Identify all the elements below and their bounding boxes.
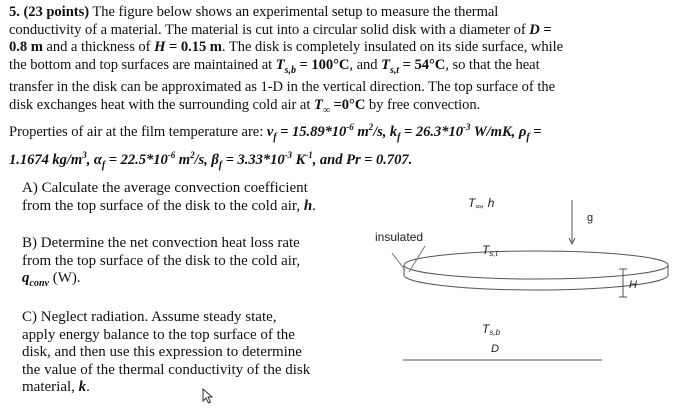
text: /s, k — [373, 124, 398, 141]
diameter-symbol: D — [529, 21, 540, 38]
text: 2 — [368, 122, 374, 133]
disk-top-surface — [404, 251, 668, 279]
tst-fig-label — [482, 243, 499, 258]
tsb-subscript: s,b — [284, 64, 296, 76]
text: T — [482, 322, 490, 336]
part-b-line-1: B) Determine the net convection heat loss rate — [22, 235, 300, 251]
beta-exponent: -3 — [284, 149, 293, 160]
text: transfer in the disk can be approximated as 1-D in the vertical direction. The top surface of the — [9, 79, 556, 96]
tsb-symbol: T — [275, 56, 285, 73]
text: , h — [481, 196, 495, 210]
tst-value: = 54°C — [399, 56, 446, 73]
text: 2 — [190, 149, 195, 160]
insulated-pointer-right — [409, 246, 425, 272]
text: by free convection. — [365, 96, 481, 113]
mouse-cursor-icon — [201, 388, 215, 404]
alpha-symbol: , α — [86, 151, 102, 168]
alpha-value: = 22.5*10 — [105, 151, 168, 168]
prandtl-value: , and Pr = 0.707. — [312, 151, 413, 168]
nu-value: = 15.89*10 — [276, 124, 347, 141]
tinf-symbol: T — [313, 96, 323, 113]
tinf-fig-label — [468, 196, 495, 211]
text: and a thickness of — [42, 39, 155, 56]
rho-subscript: f — [526, 132, 530, 144]
tsb-fig-label — [482, 322, 501, 337]
text: T — [468, 196, 476, 210]
text: Properties of air at the film temperature are: — [9, 124, 267, 141]
part-c-line-1: C) Neglect radiation. Assume steady state, — [22, 309, 277, 325]
text: disk exchanges heat with the surrounding cold air at — [9, 96, 314, 113]
text: = — [539, 21, 552, 38]
k-value: = 26.3*10 — [400, 124, 463, 141]
text: ∞ — [475, 202, 482, 211]
problem-number: 5. — [9, 4, 20, 20]
text: m — [353, 124, 369, 141]
text: m — [175, 151, 191, 168]
text: -1 — [305, 149, 313, 160]
text: from the top surface of the disk to the cold air, — [22, 197, 304, 214]
part-a-line-1: A) Calculate the average convection coefficient — [22, 180, 308, 196]
alpha-exponent: -6 — [167, 149, 176, 160]
text: W/mK, ρ — [470, 124, 527, 141]
insulated-pointer-left — [392, 253, 405, 270]
k-symbol: k — [78, 379, 87, 396]
text: /s, β — [194, 151, 219, 168]
tinf-value: =0°C — [329, 96, 366, 113]
nu-exponent: -6 — [346, 122, 354, 133]
alpha-subscript: f — [101, 159, 106, 171]
text: (W). — [48, 270, 81, 287]
diameter-value: 0.8 m — [9, 39, 43, 56]
h-symbol: h — [303, 197, 313, 214]
tinf-subscript: ∞ — [322, 104, 330, 116]
beta-value: = 3.33*10 — [222, 151, 285, 168]
text: , so that the heat — [445, 56, 540, 73]
diameter-fig-label: D — [491, 343, 499, 355]
k-subscript: f — [397, 132, 401, 144]
text: K — [292, 151, 306, 168]
k-exponent: -3 — [462, 122, 471, 133]
text: 3 — [82, 149, 87, 160]
q-subscript: conv — [29, 278, 49, 290]
text: conductivity of a material. The material is cut into a circular solid disk with a diameter of — [9, 21, 530, 38]
text: The figure below shows an experimental setup to measure the thermal — [89, 4, 499, 20]
text: = — [529, 124, 542, 141]
text: s,t — [489, 249, 498, 258]
text: . The disk is completely insulated on its side surface, while — [221, 39, 564, 56]
beta-subscript: f — [218, 159, 223, 171]
tsb-value: = 100°C — [295, 56, 350, 73]
part-c-line-4: the value of the thermal conductivity of the disk — [22, 361, 311, 378]
text: . — [312, 197, 316, 214]
tst-subscript: s,t — [389, 64, 400, 76]
insulated-label: insulated — [375, 230, 424, 244]
text: T — [482, 243, 490, 257]
part-c-line-3: disk, and then use this expression to determine — [22, 344, 302, 361]
text: . — [86, 379, 90, 396]
part-b-line-2: from the top surface of the disk to the cold air, — [22, 252, 301, 269]
text: , and — [349, 56, 382, 73]
q-symbol: q — [22, 270, 30, 287]
nu-symbol: ν — [266, 124, 274, 141]
gravity-label: g — [587, 212, 594, 224]
thickness-value: = 0.15 m — [165, 39, 222, 56]
text: material, — [22, 379, 79, 396]
nu-subscript: f — [273, 132, 277, 144]
tst-symbol: T — [381, 56, 390, 73]
thickness-symbol: H — [154, 39, 166, 56]
problem-points: (23 points) — [23, 4, 90, 20]
text: s,b — [489, 328, 501, 337]
thickness-fig-label: H — [629, 279, 637, 291]
part-c-line-2: apply energy balance to the top surface of the — [22, 326, 295, 343]
text: the bottom and top surfaces are maintained at — [9, 56, 276, 73]
rho-value: 1.1674 kg/m — [9, 151, 83, 168]
